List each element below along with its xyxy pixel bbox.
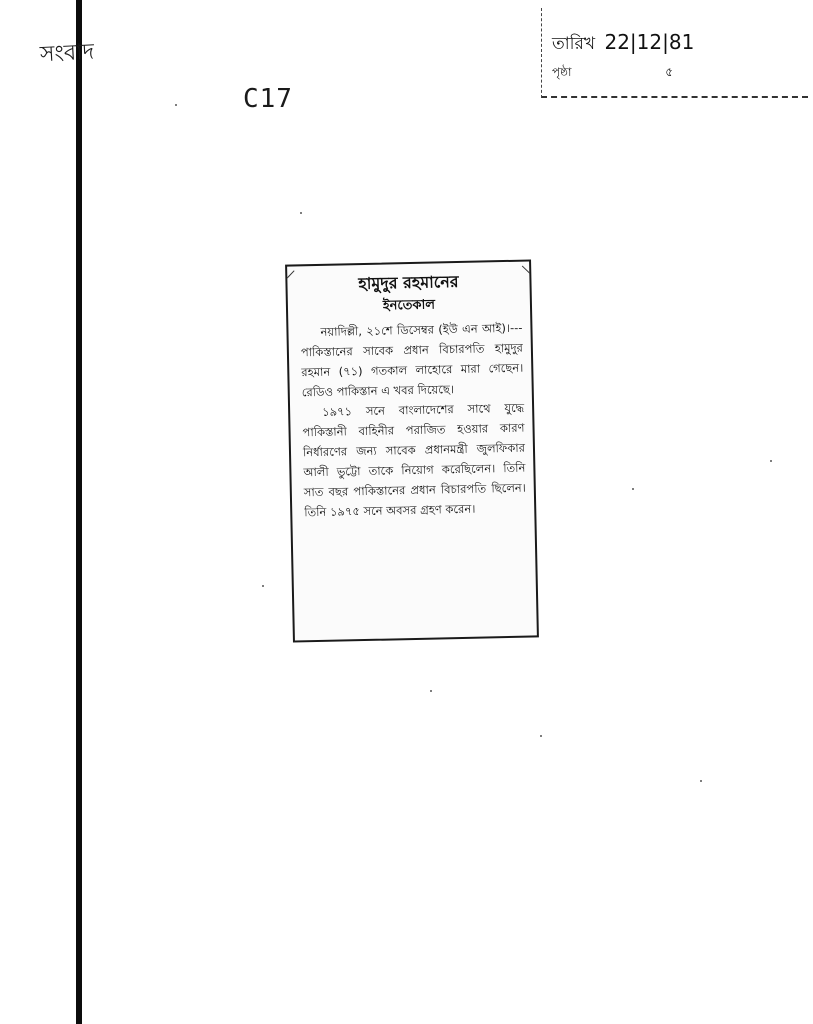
scan-speck: [540, 735, 542, 737]
clipping-paragraph: ১৯৭১ সনে বাংলাদেশের সাথে যুদ্ধে পাকিস্তানী বাহিনীর পরাজিত হওয়ার কারণ নির্ধারণের জন্য সাবেক প্রধানমন্ত্রী জুলফিকার আলী ভুট্টো তাকে নিয়োগ করেছিলেন। তিনি সাত বছর পাকিস্তানের প্রধান বিচারপতি ছিলেন। তিনি ১৯৭৫ সনে অবসর গ্রহণ করেন।: [302, 400, 526, 520]
scan-speck: [632, 488, 634, 490]
stamp-page-value: ৫: [665, 65, 674, 79]
scan-speck: [700, 780, 702, 782]
margin-rule: [76, 0, 82, 1024]
stamp-date-label: তারিখ: [552, 34, 596, 54]
stamp-date-value: 22|12|81: [604, 30, 695, 54]
scan-speck: [430, 690, 432, 692]
clipping-paragraph: নয়াদিল্লী, ২১শে ডিসেম্বর (ইউ এন আই)।---পাকিস্তানের সাবেক প্রধান বিচারপতি হামুদুর রহমান (৭১) গতকাল লাহোরে মারা গেছেন। রেডিও পাকিস্তান এ খবর দিয়েছে।: [300, 320, 524, 400]
clipping-headline: হামুদুর রহমানের: [358, 271, 459, 294]
clipping-subheadline: ইনতেকাল: [382, 297, 436, 314]
reference-number: C17: [243, 84, 293, 114]
newspaper-clipping: [285, 259, 539, 642]
source-name: সংবাদ: [39, 39, 95, 68]
scan-speck: [175, 104, 177, 106]
scan-speck: [300, 212, 302, 214]
scan-speck: [770, 460, 772, 462]
clipping-body: [288, 313, 534, 522]
stamp-date-row: [552, 30, 694, 59]
date-stamp: [541, 8, 808, 98]
stamp-page-row: [552, 64, 673, 84]
stamp-page-label: পৃষ্ঠা: [552, 65, 572, 79]
scan-speck: [262, 585, 264, 587]
